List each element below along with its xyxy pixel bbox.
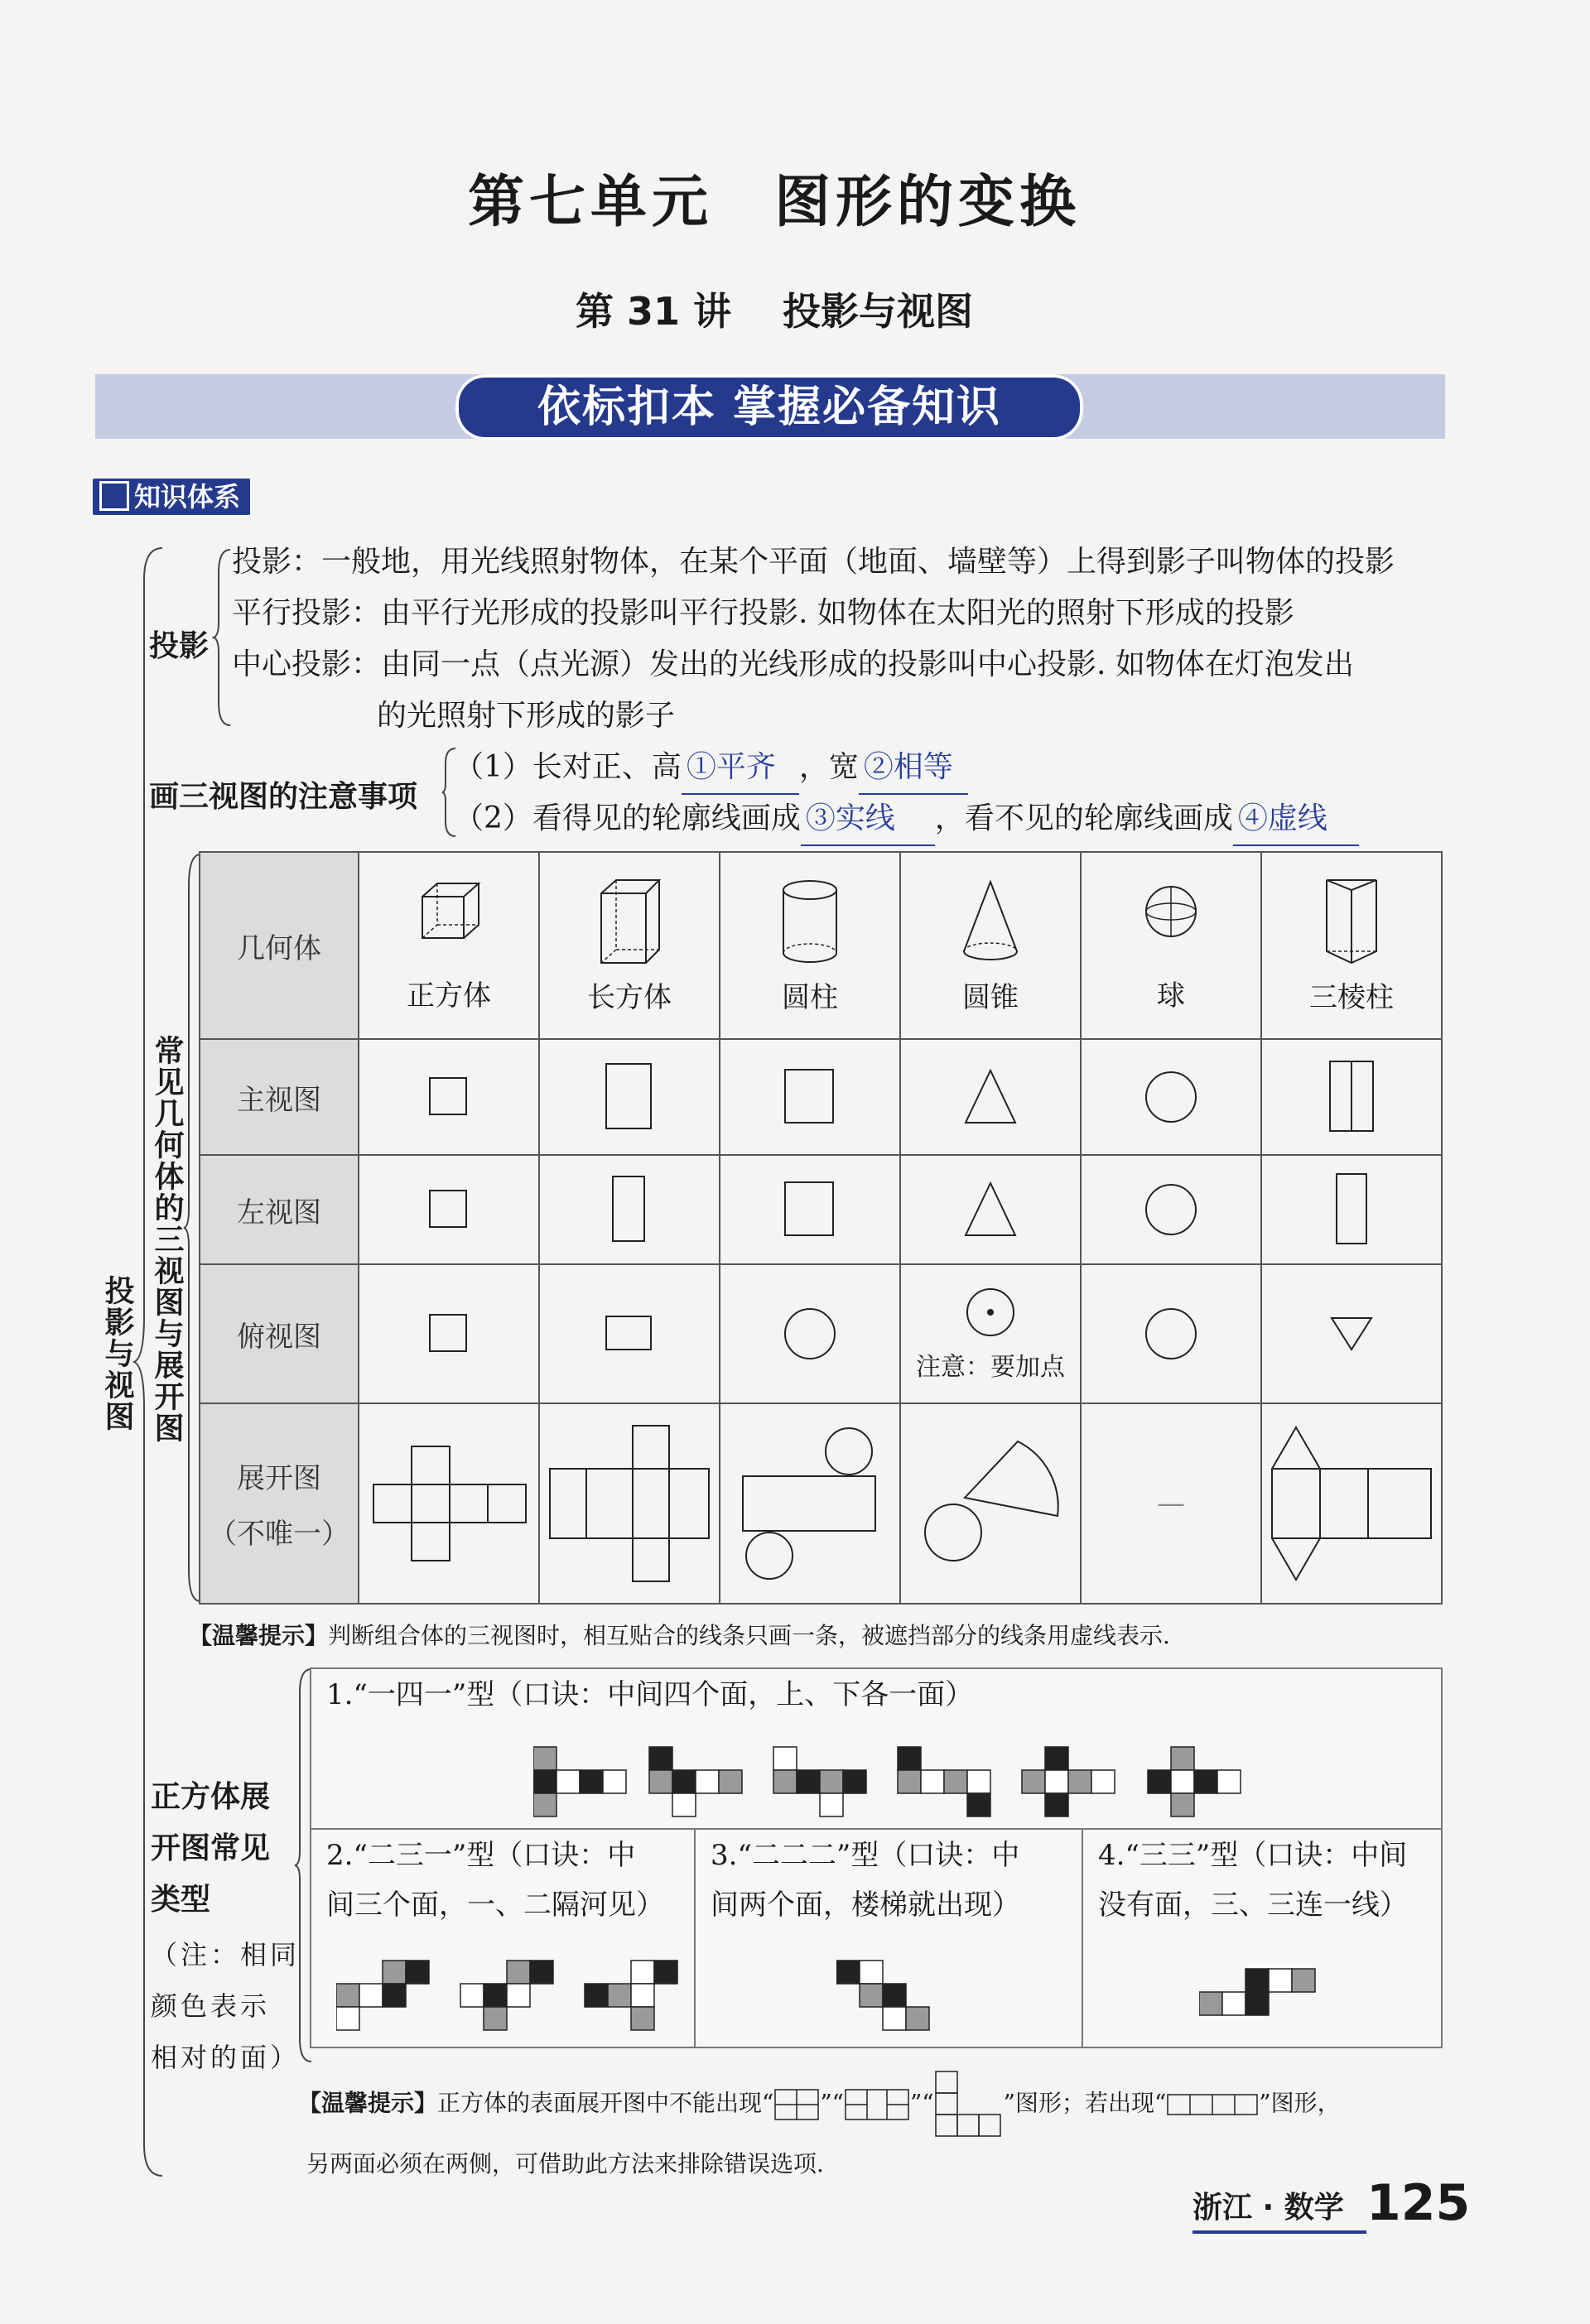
- net-cylinder: [720, 1403, 900, 1604]
- front-cone: [900, 1039, 1081, 1155]
- rectangle-shape: [1333, 1172, 1370, 1247]
- net-cube: [359, 1403, 539, 1604]
- tip-2-text-d: ”图形；若出现“: [1003, 2089, 1167, 2117]
- net-type-4-box: [1082, 1828, 1443, 2048]
- nets-side-note-2: 颜色表示: [151, 1990, 271, 2022]
- circle-shape: [783, 1306, 837, 1361]
- cone-solid-icon: [957, 877, 1024, 968]
- net-prism: [1261, 1403, 1442, 1604]
- notes-line-2-pre: （2）看得见的轮廓线画成: [454, 801, 801, 835]
- notes-line-1-mid: ，宽: [798, 750, 859, 784]
- square-shape: [428, 1189, 470, 1230]
- projection-line-2: 平行投影：由平行光形成的投影叫平行投影. 如物体在太阳光的照射下形成的投影: [232, 596, 1294, 630]
- nets-side-note: [151, 1929, 300, 2083]
- tip-2-line-2: 另两面必须在两侧，可借助此方法来排除错误选项.: [306, 2150, 824, 2177]
- footer-underline: [1192, 2230, 1366, 2234]
- page-number: 125: [1366, 2174, 1471, 2232]
- top-prism: [1261, 1264, 1442, 1403]
- front-prism: [1261, 1039, 1442, 1155]
- knowledge-system-badge: [93, 479, 250, 515]
- net-cuboid: [539, 1403, 720, 1604]
- notes-label: 画三视图的注意事项: [149, 780, 418, 814]
- cone-note: 注意：要加点: [916, 1353, 1065, 1382]
- forbidden-net-2-icon: [844, 2088, 910, 2121]
- tip-2-text-c: ”“: [909, 2089, 934, 2117]
- cone-net-shape: [920, 1433, 1061, 1574]
- notes-line-1: [454, 742, 968, 795]
- cylinder-solid-icon: [777, 877, 843, 968]
- tip-1-tag: 【温馨提示】: [189, 1622, 329, 1649]
- left-sphere: [1081, 1155, 1261, 1264]
- solid-label-cone: 圆锥: [962, 980, 1019, 1014]
- net-type-3-diagram: [836, 1954, 936, 2037]
- net-type-1-diagrams: [533, 1739, 1361, 1821]
- nets-side-label-2: 开图常见: [151, 1831, 271, 1865]
- nets-side-label-1: 正方体展: [151, 1780, 271, 1814]
- rectangle-shape: [611, 1175, 648, 1244]
- tip-2-text-b: ”“: [820, 2089, 844, 2117]
- top-cuboid: [539, 1264, 720, 1403]
- outer-label: 投影与视图: [100, 1275, 134, 1432]
- cube-solid-icon: [416, 878, 482, 945]
- solid-label-prism: 三棱柱: [1309, 980, 1394, 1014]
- header-net-note: （不唯一）: [209, 1518, 349, 1551]
- solid-sphere: [1081, 852, 1261, 1039]
- inverted-triangle-shape: [1328, 1315, 1375, 1353]
- circle-shape: [1144, 1306, 1198, 1361]
- left-cuboid: [539, 1155, 720, 1264]
- square-shape: [428, 1076, 470, 1118]
- footer-region: 浙江 · 数学: [1192, 2191, 1344, 2225]
- three-views-table: [199, 851, 1443, 1605]
- square-shape: [428, 1313, 470, 1354]
- projection-brace: [212, 548, 234, 727]
- solid-label-cuboid: 长方体: [587, 980, 672, 1014]
- left-cube: [359, 1155, 539, 1264]
- rectangle-shape: [783, 1068, 836, 1126]
- net-type-4-diagram: [1199, 1962, 1323, 2028]
- tip-2: [298, 2070, 1341, 2139]
- net-type-4-title-2: 没有面，三、三连一线）: [1098, 1889, 1408, 1922]
- sphere-solid-icon: [1138, 878, 1204, 945]
- notes-line-1-pre: （1）长对正、高: [454, 750, 682, 784]
- nets-side-label: [151, 1772, 270, 1926]
- top-cone: [900, 1264, 1081, 1403]
- solid-cylinder: [720, 852, 900, 1039]
- tip-2-text-e: ”图形，: [1259, 2089, 1341, 2117]
- cylinder-net-shape: [740, 1425, 880, 1582]
- net-type-3-title-1: 3.“二二二”型（口诀：中: [711, 1839, 1020, 1872]
- answer-4: ④虚线: [1233, 793, 1359, 846]
- projection-line-3: 中心投影：由同一点（点光源）发出的光线形成的投影叫中心投影. 如物体在灯泡发出: [232, 647, 1354, 681]
- solid-cone: [900, 852, 1081, 1039]
- rectangle-shape: [783, 1181, 836, 1239]
- header-solid: 几何体: [200, 852, 359, 1039]
- left-prism: [1261, 1155, 1442, 1264]
- projection-label: 投影: [149, 629, 210, 663]
- prism-solid-icon: [1318, 877, 1385, 968]
- top-cube: [359, 1264, 539, 1403]
- projection-line-1: 投影：一般地，用光线照射物体，在某个平面（地面、墙壁等）上得到影子叫物体的投影: [232, 545, 1395, 579]
- circle-shape: [1144, 1182, 1198, 1237]
- forbidden-net-1-icon: [773, 2088, 820, 2121]
- top-cylinder: [720, 1264, 900, 1403]
- solid-prism: [1261, 852, 1442, 1039]
- solid-label-cube: 正方体: [407, 979, 491, 1013]
- triangle-shape: [963, 1068, 1018, 1126]
- tip-2-text-a: 正方体的表面展开图中不能出现“: [437, 2089, 774, 2117]
- front-cylinder: [720, 1039, 900, 1155]
- badge-label: 知识体系: [134, 481, 241, 512]
- header-top-view: 俯视图: [200, 1264, 359, 1403]
- net-type-4-title-1: 4.“三三”型（口诀：中间: [1098, 1839, 1408, 1872]
- circle-shape: [1144, 1070, 1198, 1124]
- nets-side-note-3: 相对的面）: [151, 2042, 301, 2073]
- rectangle-shape: [605, 1062, 654, 1132]
- tip-1: [189, 1618, 1170, 1651]
- net-type-2-title-2: 间三个面，一、二隔河见）: [326, 1889, 664, 1922]
- header-front-view: 主视图: [200, 1039, 359, 1155]
- answer-3: ③实线: [801, 793, 935, 846]
- net-cone: [900, 1403, 1081, 1604]
- front-sphere: [1081, 1039, 1261, 1155]
- notes-line-2: [454, 793, 1359, 846]
- tip-1-text: 判断组合体的三视图时，相互贴合的线条只画一条，被遮挡部分的线条用虚线表示.: [328, 1622, 1170, 1649]
- cuboid-solid-icon: [596, 877, 662, 968]
- notes-line-2-mid: ，看不见的轮廓线画成: [934, 801, 1233, 835]
- net-type-2-diagrams: [336, 1954, 684, 2037]
- top-sphere: [1081, 1264, 1261, 1403]
- left-cone: [900, 1155, 1081, 1264]
- header-net: [200, 1403, 359, 1604]
- pencil-icon: [99, 481, 129, 511]
- section-banner: 依标扣本 掌握必备知识: [455, 374, 1083, 440]
- triangle-shape: [963, 1181, 1018, 1239]
- answer-2: ②相等: [859, 742, 968, 795]
- net-type-1-box: [310, 1667, 1443, 1833]
- header-net-label: 展开图: [237, 1462, 321, 1495]
- four-in-row-net-icon: [1166, 2091, 1259, 2118]
- unit-title: 第七单元 图形的变换: [467, 169, 1081, 235]
- cube-net-shape: [370, 1441, 528, 1566]
- cuboid-net-shape: [547, 1422, 712, 1585]
- front-cube: [359, 1039, 539, 1155]
- solid-label-sphere: 球: [1157, 979, 1185, 1013]
- net-type-2-box: [310, 1828, 699, 2048]
- net-type-2-title-1: 2.“二三一”型（口诀：中: [326, 1839, 636, 1872]
- circle-dot-shape: [963, 1285, 1018, 1340]
- tip-2-tag: 【温馨提示】: [298, 2089, 438, 2117]
- nets-side-note-1: （注：相同: [151, 1939, 301, 1970]
- split-rectangle-shape: [1327, 1060, 1376, 1134]
- net-type-1-title: 1.“一四一”型（口诀：中间四个面，上、下各一面）: [326, 1678, 974, 1711]
- prism-net-shape: [1269, 1421, 1434, 1586]
- net-type-3-box: [694, 1828, 1086, 2048]
- solid-label-cylinder: 圆柱: [782, 980, 838, 1014]
- projection-line-4: 的光照射下形成的影子: [377, 699, 676, 733]
- sphere-net-dash: —: [1157, 1487, 1185, 1520]
- left-cylinder: [720, 1155, 900, 1264]
- solid-cuboid: [539, 852, 720, 1039]
- forbidden-net-3-icon: [934, 2070, 1004, 2139]
- nets-side-label-3: 类型: [151, 1883, 211, 1917]
- answer-1: ①平齐: [682, 742, 799, 795]
- rectangle-shape: [605, 1315, 654, 1353]
- header-left-view: 左视图: [200, 1155, 359, 1264]
- net-type-3-title-2: 间两个面，楼梯就出现）: [711, 1889, 1020, 1922]
- net-sphere: [1081, 1403, 1261, 1604]
- front-cuboid: [539, 1039, 720, 1155]
- lesson-title: 第 31 讲 投影与视图: [575, 289, 974, 334]
- views-side-label: 常见几何体的三视图与展开图: [150, 1035, 184, 1444]
- solid-cube: [359, 852, 539, 1039]
